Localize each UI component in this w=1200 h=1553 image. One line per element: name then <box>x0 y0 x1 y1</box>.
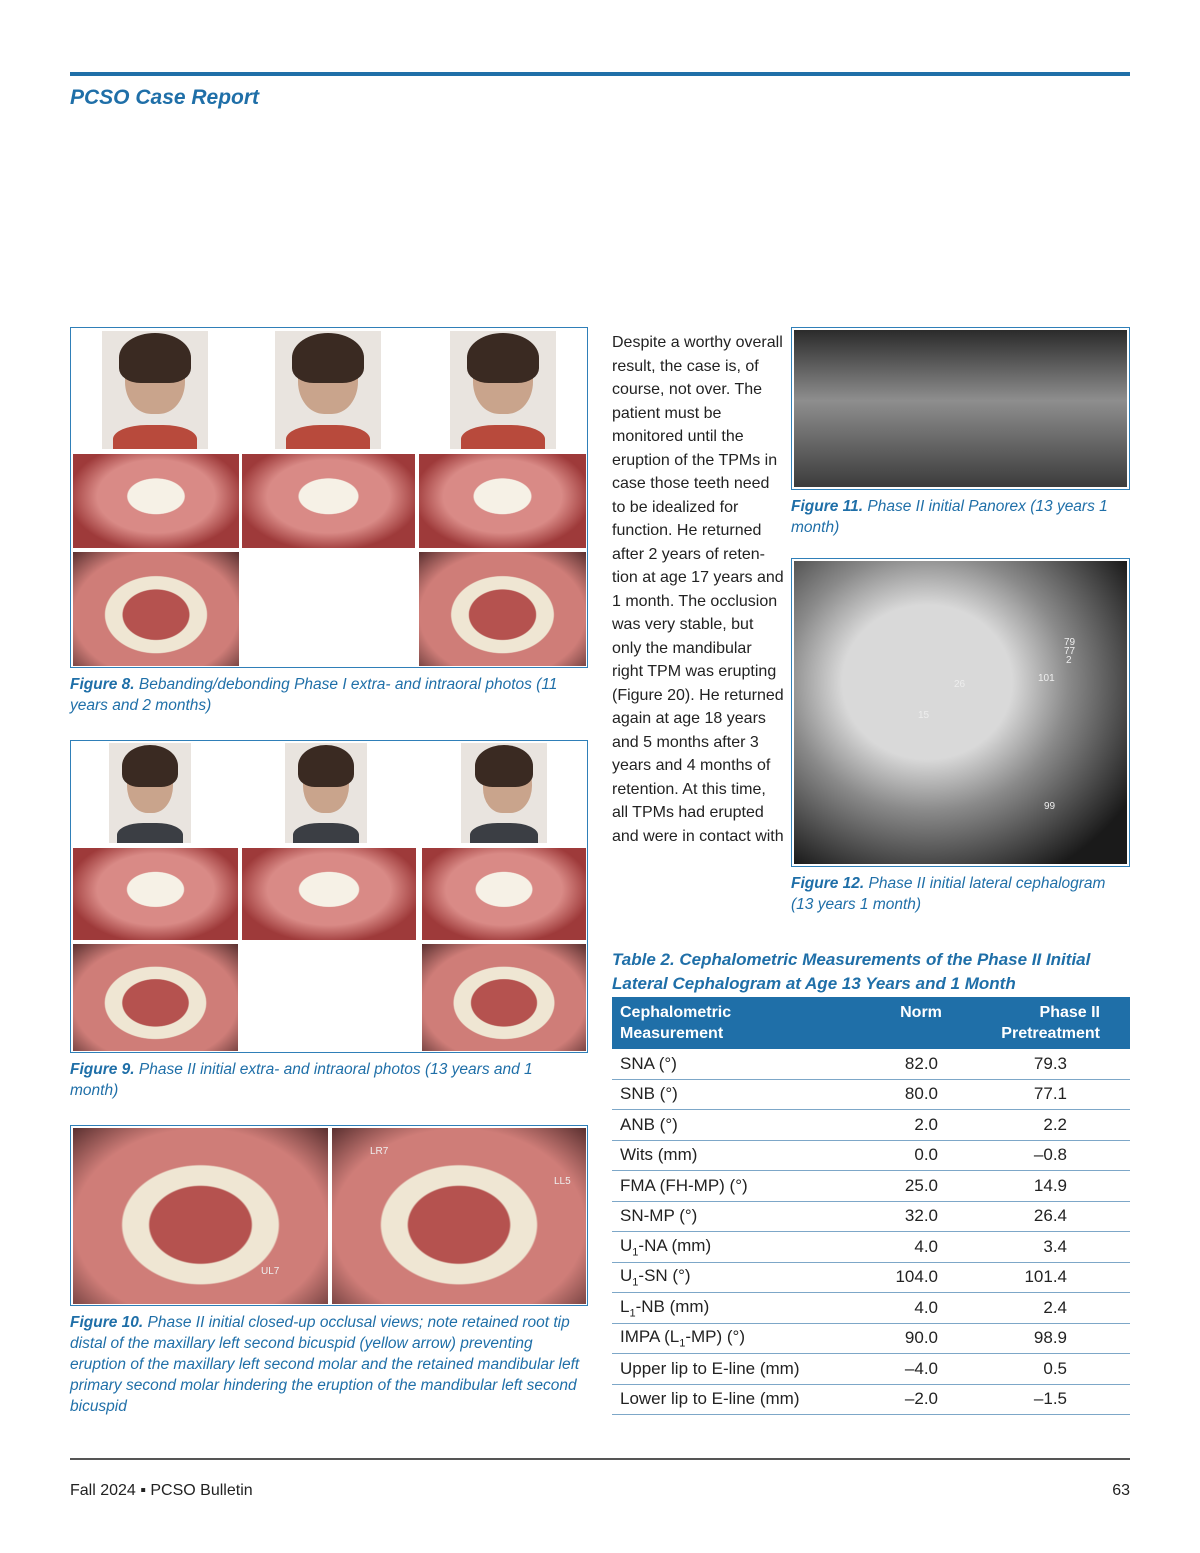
table-row <box>612 1262 1130 1293</box>
measurement-cell: $U_1-SN$ (°) <box>612 1262 858 1293</box>
occlusal-photo <box>422 944 586 1051</box>
figure-12-caption: Figure 12. Phase II initial lateral cephalogram (13 years 1 month) <box>791 875 1106 913</box>
mandibular-occlusal-photo <box>332 1128 586 1304</box>
norm-cell: 0.0 <box>858 1140 984 1171</box>
table-row <box>612 1354 1130 1385</box>
header-norm: Norm <box>858 997 984 1049</box>
norm-cell: 80.0 <box>858 1079 984 1110</box>
panorex-image <box>794 330 1127 487</box>
ceph-measure-label: 15 <box>918 710 930 721</box>
intraoral-photo <box>73 454 239 548</box>
extraoral-photo <box>461 743 547 843</box>
cephalogram-image <box>794 561 1127 864</box>
cephalometric-table <box>612 997 1130 1415</box>
norm-cell: 82.0 <box>858 1049 984 1079</box>
header-phase: Phase II Pretreatment <box>984 997 1130 1049</box>
phase-cell: 3.4 <box>984 1232 1130 1263</box>
figure-9-caption: Figure 9. Phase II initial extra- and intraoral photos (13 years and 1 month) <box>70 1061 533 1099</box>
occlusal-photo <box>73 552 239 666</box>
figure-11-caption: Figure 11. Phase II initial Panorex (13 years 1 month) <box>791 498 1108 536</box>
measurement-cell: SNB (°) <box>612 1079 858 1110</box>
header-measurement: Cephalometric Measurement <box>612 997 858 1049</box>
occlusal-photo <box>419 552 586 666</box>
footer-publication: Fall 2024 ▪ PCSO Bulletin <box>70 1482 253 1499</box>
measurement-cell: SNA (°) <box>612 1049 858 1079</box>
ceph-measure-label: 26 <box>954 679 966 690</box>
intraoral-photo <box>242 454 415 548</box>
table-body <box>612 1049 1130 1415</box>
measurement-cell: ANB (°) <box>612 1110 858 1141</box>
table-row <box>612 1293 1130 1324</box>
intraoral-photo <box>422 848 586 940</box>
figure-9-box <box>70 740 588 1053</box>
measurement-cell: $L_1-NB$ (mm) <box>612 1293 858 1324</box>
section-title: PCSO Case Report <box>70 86 260 109</box>
tooth-label: UL7 <box>261 1266 280 1277</box>
phase-cell: –0.8 <box>984 1140 1130 1171</box>
intraoral-photo <box>242 848 416 940</box>
figure-10-box <box>70 1125 588 1306</box>
table-row <box>612 1171 1130 1202</box>
table-title: Table 2. Cephalometric Measurements of the Phase II Initial Lateral Cephalogram at Age 13 Years and 1 Month <box>612 950 1091 993</box>
extraoral-photo <box>102 331 208 449</box>
norm-cell: 4.0 <box>858 1232 984 1263</box>
table-row <box>612 1049 1130 1079</box>
intraoral-photo <box>73 848 238 940</box>
norm-cell: –2.0 <box>858 1384 984 1415</box>
intraoral-photo <box>419 454 586 548</box>
figure-11-box <box>791 327 1130 490</box>
phase-cell: 2.4 <box>984 1293 1130 1324</box>
measurement-cell: IMPA $(L_1-MP)$ (°) <box>612 1323 858 1354</box>
norm-cell: 4.0 <box>858 1293 984 1324</box>
norm-cell: 32.0 <box>858 1201 984 1232</box>
phase-cell: 101.4 <box>984 1262 1130 1293</box>
body-paragraph: Despite a worthy overall result, the case is, of course, not over. The patient must be monitored until the eruption of the TPMs in case those teeth need to be idealized for function. He returned after 2 years of reten-tion at age 17 years and 1 month. The occlusion was very stable, but only the mandibular right TPM was erupting (Figure 20). He returned again at age 18 years and 5 months after 3 years and 4 months of retention. At this time, all TPMs had erupted and were in contact with <box>612 334 784 845</box>
ceph-measure-label: 79 <box>1064 637 1076 648</box>
figure-12-box <box>791 558 1130 867</box>
footer-rule <box>70 1458 1130 1460</box>
measurement-cell: Wits (mm) <box>612 1140 858 1171</box>
norm-cell: 2.0 <box>858 1110 984 1141</box>
occlusal-photo <box>73 944 238 1051</box>
figure-8-caption: Figure 8. Bebanding/debonding Phase I extra- and intraoral photos (11 years and 2 months) <box>70 676 558 714</box>
measurement-cell: SN-MP (°) <box>612 1201 858 1232</box>
phase-cell: 79.3 <box>984 1049 1130 1079</box>
phase-cell: 77.1 <box>984 1079 1130 1110</box>
header-rule <box>70 72 1130 76</box>
norm-cell: –4.0 <box>858 1354 984 1385</box>
extraoral-photo <box>275 331 381 449</box>
ceph-measure-label: 99 <box>1044 801 1056 812</box>
table-header-row <box>612 997 1130 1049</box>
extraoral-photo <box>109 743 191 843</box>
table-row <box>612 1079 1130 1110</box>
table-row <box>612 1110 1130 1141</box>
norm-cell: 104.0 <box>858 1262 984 1293</box>
measurement-cell: $U_1-NA$ (mm) <box>612 1232 858 1263</box>
phase-cell: 14.9 <box>984 1171 1130 1202</box>
table-row <box>612 1384 1130 1415</box>
phase-cell: 2.2 <box>984 1110 1130 1141</box>
ceph-measure-label: 2 <box>1066 655 1072 666</box>
measurement-cell: Upper lip to E-line (mm) <box>612 1354 858 1385</box>
tooth-label: LR7 <box>370 1146 389 1157</box>
measurement-cell: Lower lip to E-line (mm) <box>612 1384 858 1415</box>
table-row <box>612 1140 1130 1171</box>
figure-8-box <box>70 327 588 668</box>
phase-cell: 26.4 <box>984 1201 1130 1232</box>
page-number: 63 <box>1112 1482 1130 1499</box>
norm-cell: 25.0 <box>858 1171 984 1202</box>
tooth-label: LL5 <box>554 1176 571 1187</box>
phase-cell: –1.5 <box>984 1384 1130 1415</box>
extraoral-photo <box>285 743 367 843</box>
maxillary-occlusal-photo <box>73 1128 328 1304</box>
phase-cell: 98.9 <box>984 1323 1130 1354</box>
table-row <box>612 1201 1130 1232</box>
table-row <box>612 1232 1130 1263</box>
ceph-measure-label: 101 <box>1038 673 1055 684</box>
norm-cell: 90.0 <box>858 1323 984 1354</box>
extraoral-photo <box>450 331 556 449</box>
table-row <box>612 1323 1130 1354</box>
figure-10-caption: Figure 10. Phase II initial closed-up occlusal views; note retained root tip distal of the maxillary left second bicuspid (yellow arrow) preventing eruption of the maxillary left second molar and the retained mandibular left primary second molar hindering the eruption of the mandibular left second bicuspid <box>70 1314 580 1415</box>
measurement-cell: FMA (FH-MP) (°) <box>612 1171 858 1202</box>
ceph-measure-label: 77 <box>1064 646 1076 657</box>
phase-cell: 0.5 <box>984 1354 1130 1385</box>
